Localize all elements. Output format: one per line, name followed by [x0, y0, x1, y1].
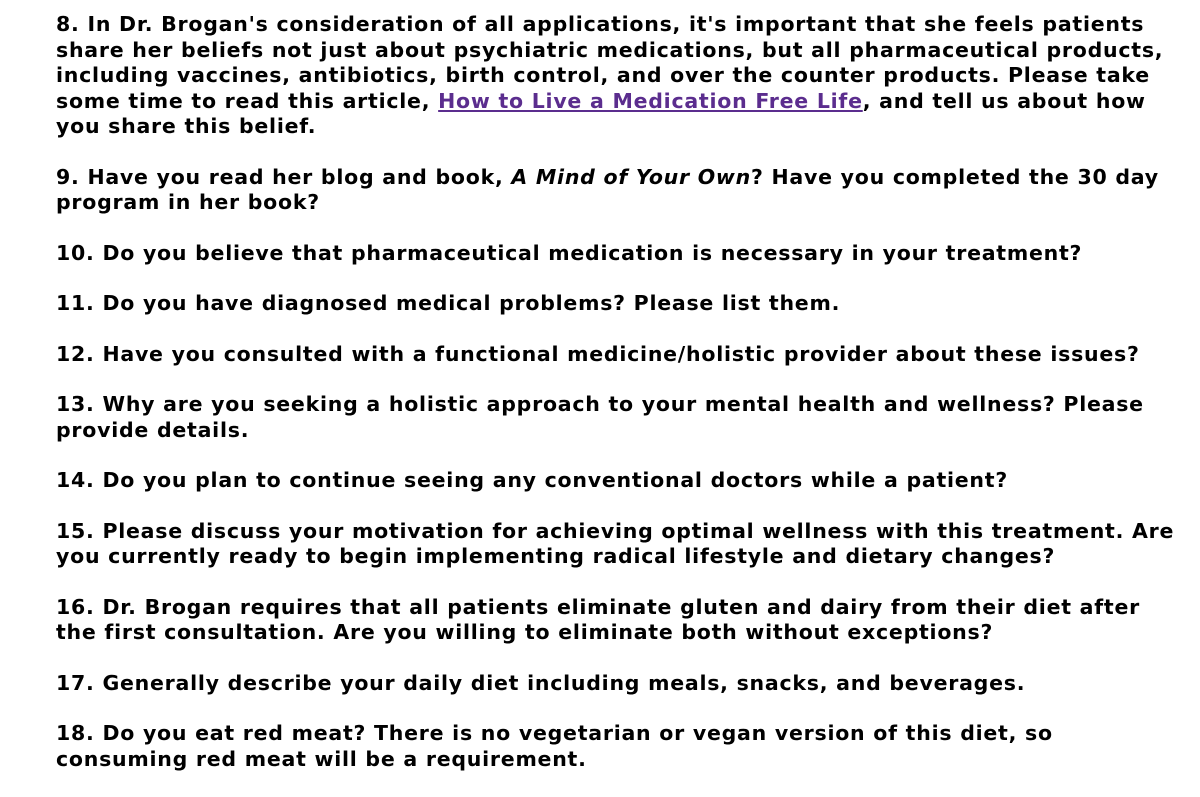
question-8-text-start: 8. In Dr. Brogan's consideration of all applications, it's important that she feels patients share her beliefs not just about psychiatric medications, but all pharmaceutical products, including vaccines, antibiotics, birth control, and over the counter products. Please take some time to read this article,	[56, 12, 1164, 113]
question-9-text-start: 9. Have you read her blog and book,	[56, 164, 512, 189]
question-8-text-end: , and tell us about how you share this belief.	[56, 88, 1146, 138]
question-11: 11. Do you have diagnosed medical problems? Please list them.	[56, 291, 841, 315]
question-8	[56, 12, 1186, 140]
question-18: 18. Do you eat red meat? There is no vegetarian or vegan version of this diet, so consuming red meat will be a requirement.	[56, 721, 1053, 771]
question-9	[56, 165, 1186, 216]
question-15: 15. Please discuss your motivation for achieving optimal wellness with this treatment. Are you currently ready to begin implementing radical lifestyle and dietary changes?	[56, 518, 1175, 568]
question-9-text-end: ? Have you completed the 30 day program in her book?	[56, 164, 1159, 214]
question-16: 16. Dr. Brogan requires that all patients eliminate gluten and dairy from their diet after the first consultation. Are you willing to eliminate both without exceptions?	[56, 594, 1140, 644]
medication-free-life-link[interactable]: How to Live a Medication Free Life	[438, 88, 863, 113]
question-17: 17. Generally describe your daily diet including meals, snacks, and beverages.	[56, 670, 1026, 695]
book-title: A Mind of Your Own	[511, 164, 751, 189]
question-14: 14. Do you plan to continue seeing any conventional doctors while a patient?	[56, 468, 1008, 492]
question-10: 10. Do you believe that pharmaceutical medication is necessary in your treatment?	[56, 240, 1083, 265]
question-13: 13. Why are you seeking a holistic approach to your mental health and wellness? Please provide details.	[56, 392, 1144, 442]
questionnaire	[56, 12, 1186, 797]
question-12: 12. Have you consulted with a functional medicine/holistic provider about these issues?	[56, 341, 1140, 366]
